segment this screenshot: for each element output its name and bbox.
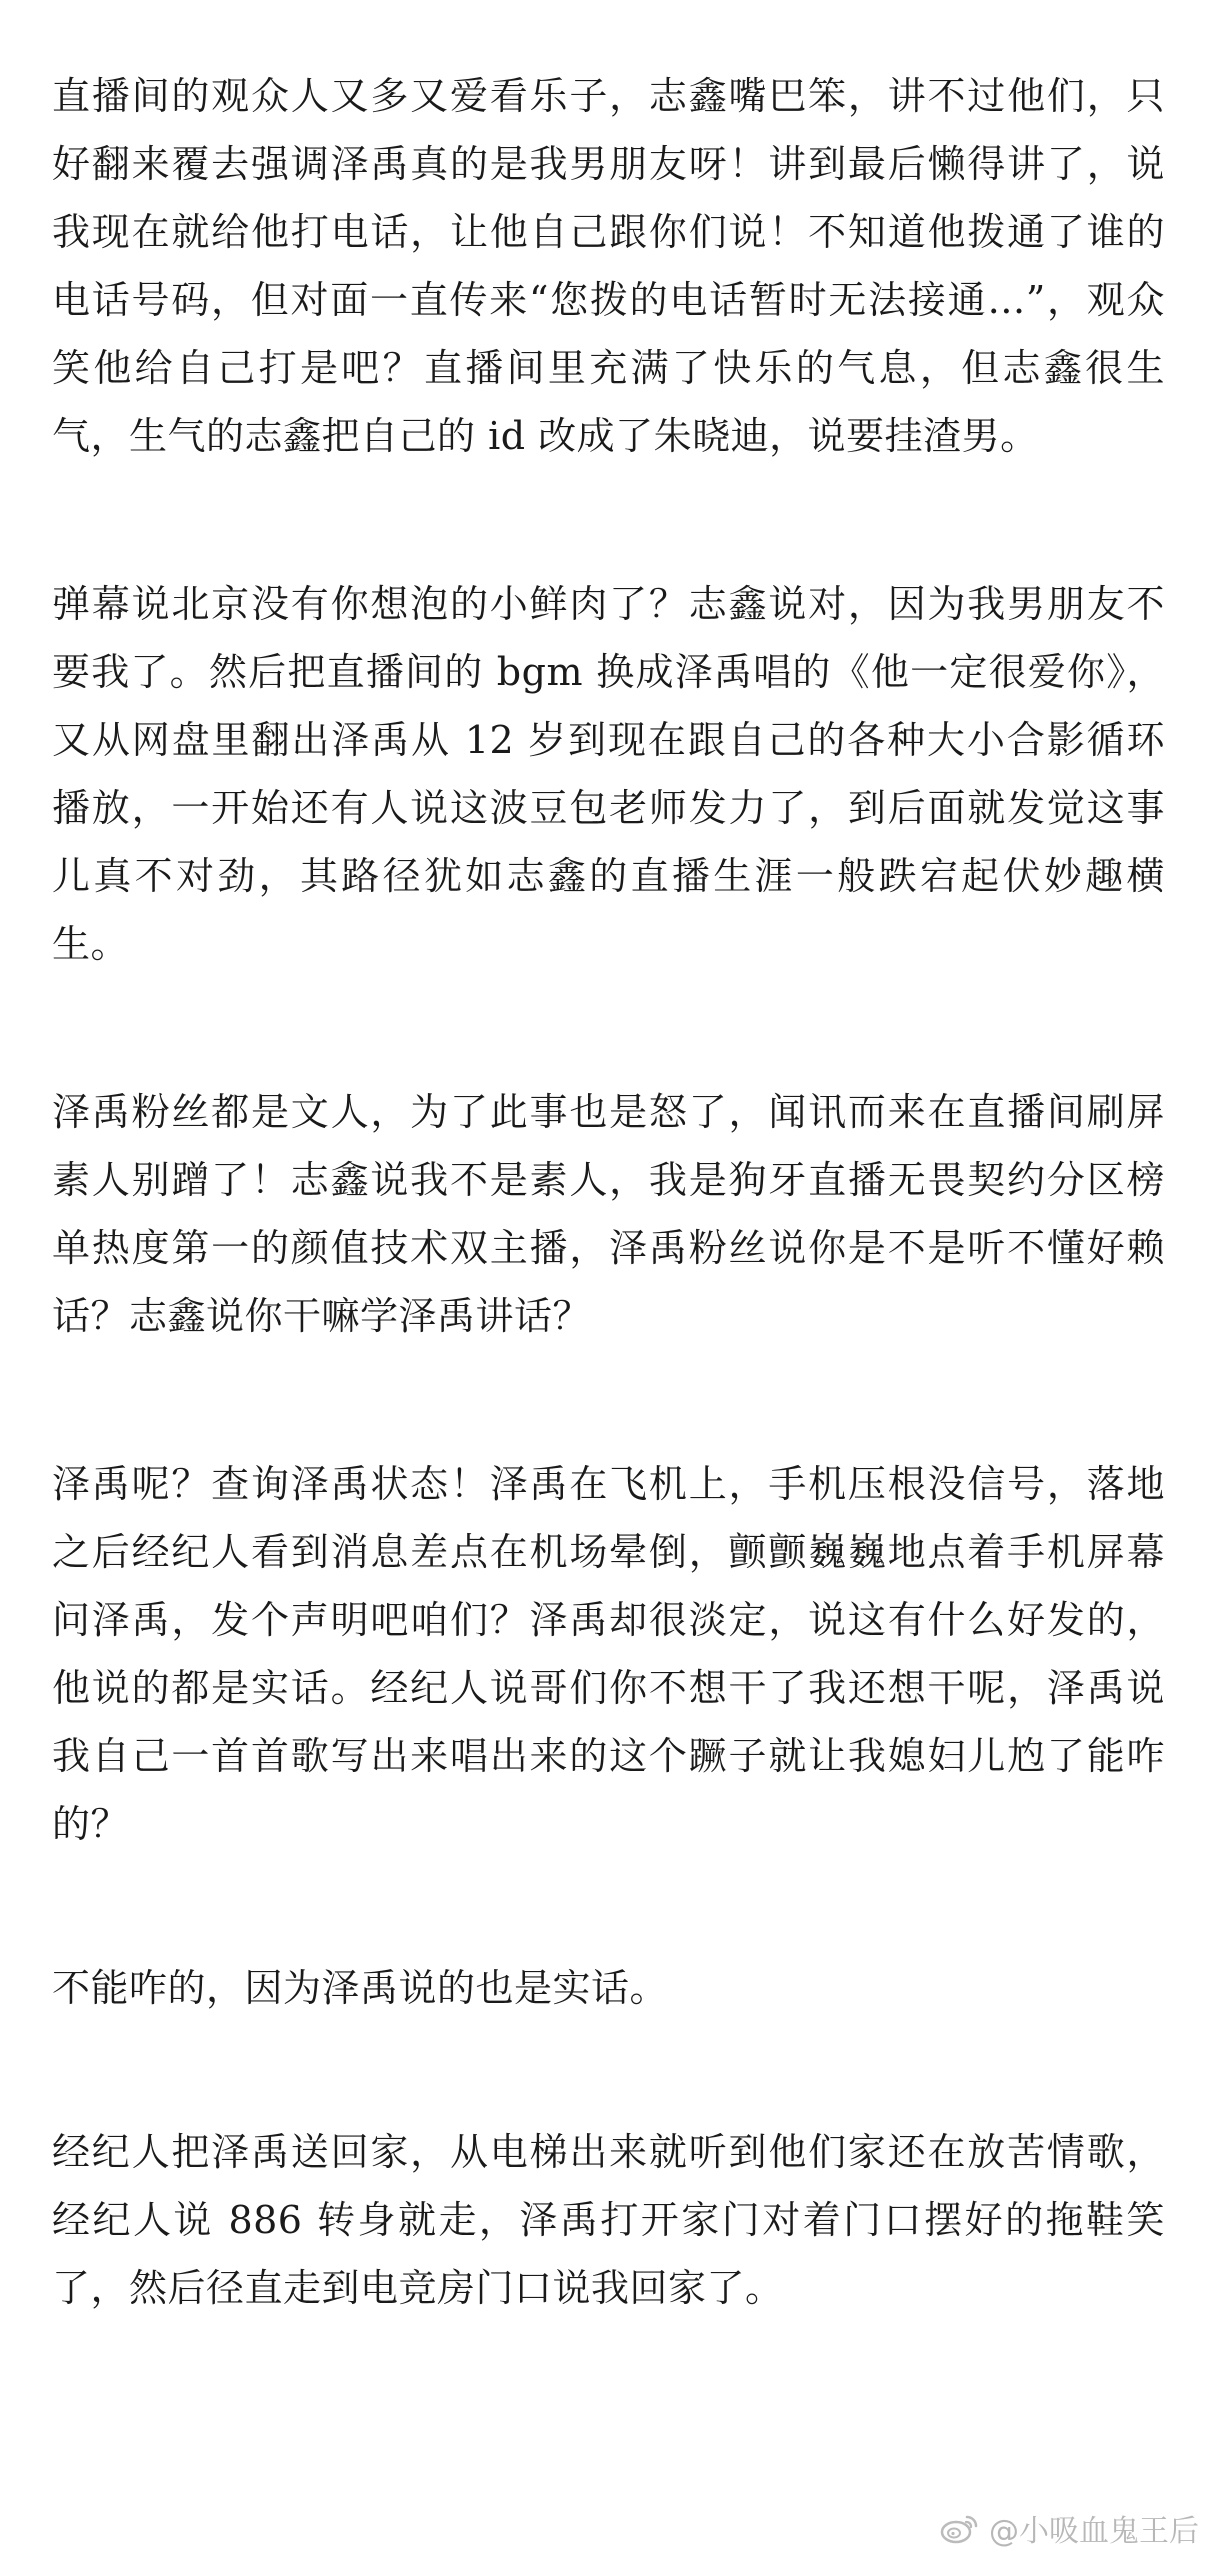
paragraph-spacer <box>52 470 1165 570</box>
paragraph-spacer <box>52 1858 1165 1954</box>
paragraph-1: 直播间的观众人又多又爱看乐子，志鑫嘴巴笨，讲不过他们，只好翻来覆去强调泽禹真的是我男朋友呀！讲到最后懒得讲了，说我现在就给他打电话，让他自己跟你们说！不知道他拨通了谁的电话号码，但对面一直传来“您拨的电话暂时无法接通…”，观众笑他给自己打是吧？直播间里充满了快乐的气息，但志鑫很生气，生气的志鑫把自己的 id 改成了朱晓迪，说要挂渣男。 <box>52 74 1165 458</box>
paragraph-3: 泽禹粉丝都是文人，为了此事也是怒了，闻讯而来在直播间刷屏素人别蹭了！志鑫说我不是素人，我是狗牙直播无畏契约分区榜单热度第一的颜值技术双主播，泽禹粉丝说你是不是听不懂好赖话？志鑫说你干嘛学泽禹讲话？ <box>52 1090 1165 1338</box>
watermark-text: @小吸血鬼王后 <box>989 2514 1199 2549</box>
paragraph-5: 不能咋的，因为泽禹说的也是实话。 <box>52 1966 669 2010</box>
paragraph-4: 泽禹呢？查询泽禹状态！泽禹在飞机上，手机压根没信号，落地之后经纪人看到消息差点在机场晕倒，颤颤巍巍地点着手机屏幕问泽禹，发个声明吧咱们？泽禹却很淡定，说这有什么好发的，他说的都是实话。经纪人说哥们你不想干了我还想干呢，泽禹说我自己一首首歌写出来唱出来的这个蹶子就让我媳妇儿尥了能咋的？ <box>52 1462 1165 1846</box>
paragraph-spacer <box>52 978 1165 1078</box>
paragraph-spacer <box>52 2022 1165 2118</box>
paragraph-6: 经纪人把泽禹送回家，从电梯出来就听到他们家还在放苦情歌，经纪人说 886 转身就走，泽禹打开家门对着门口摆好的拖鞋笑了，然后径直走到电竞房门口说我回家了。 <box>52 2130 1165 2310</box>
paragraph-spacer <box>52 1350 1165 1450</box>
paragraph-2: 弹幕说北京没有你想泡的小鲜肉了？志鑫说对，因为我男朋友不要我了。然后把直播间的 bgm 换成泽禹唱的《他一定很爱你》，又从网盘里翻出泽禹从 12 岁到现在跟自己的各种大小合影循环播放，一开始还有人说这波豆包老师发力了，到后面就发觉这事儿真不对劲，其路径犹如志鑫的直播生涯一般跌宕起伏妙趣横生。 <box>52 582 1165 966</box>
